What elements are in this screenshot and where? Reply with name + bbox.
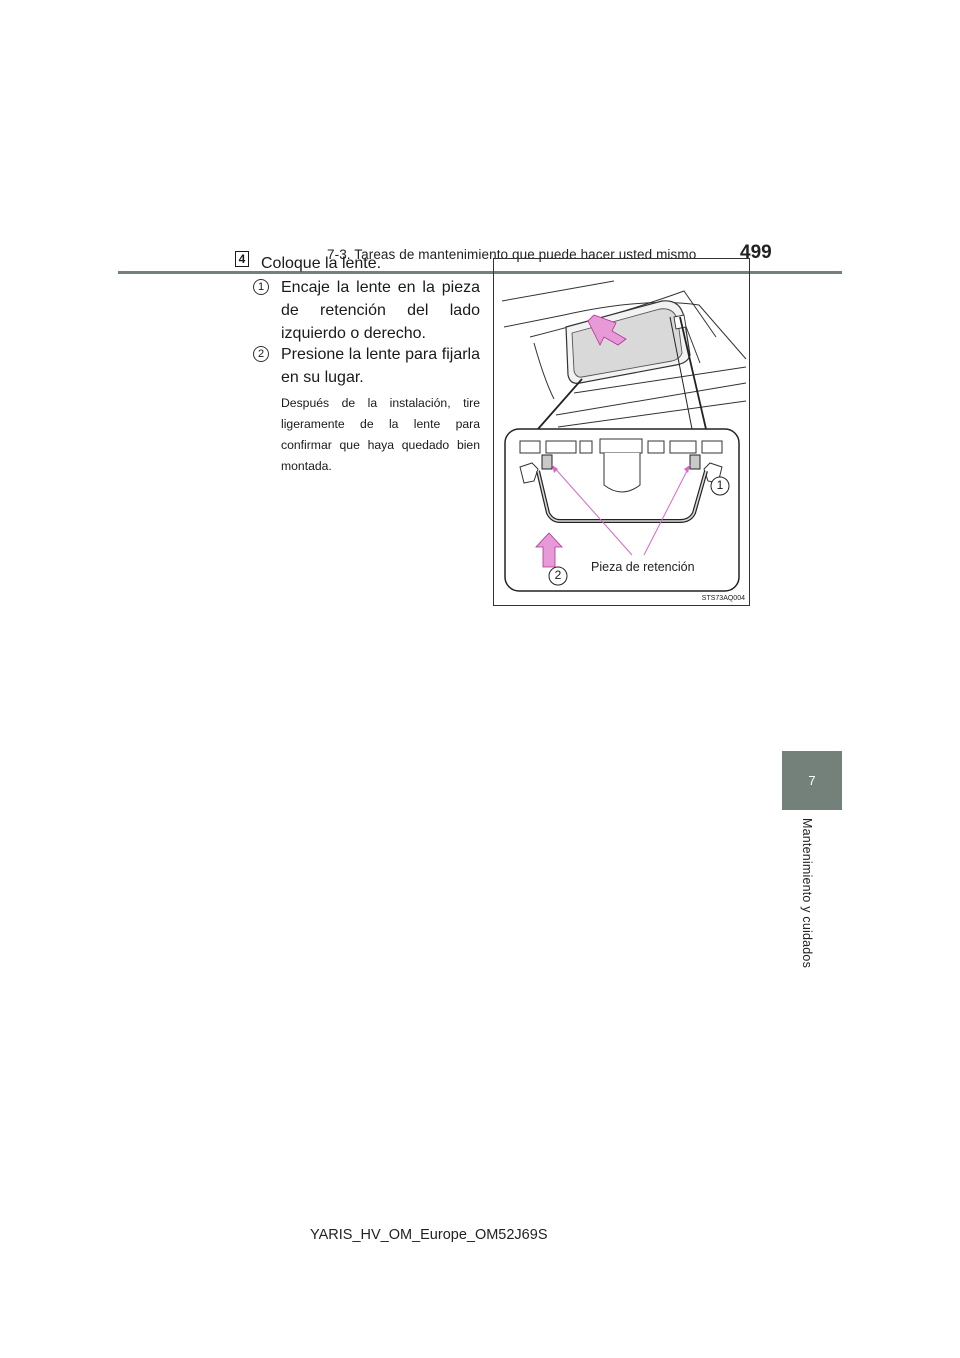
step-number: 4	[238, 252, 246, 266]
section-title: 7-3. Tareas de mantenimiento que puede hacer usted mismo	[327, 247, 697, 262]
substep-text-1: Encaje la lente en la pieza de retención del lado izquierdo o derecho.	[281, 279, 480, 342]
substep-number-1	[253, 279, 269, 295]
chapter-number: 7	[808, 773, 816, 788]
chapter-label: Mantenimiento y cuidados	[800, 818, 814, 969]
figure-marker-1: 1	[716, 478, 724, 492]
figure-code: STS73AQ004	[701, 595, 745, 602]
substep-number-1-text: 1	[257, 281, 265, 293]
substep-number-2	[253, 346, 269, 362]
page-number: 499	[740, 242, 772, 263]
lens-installation-figure	[493, 258, 750, 606]
step-title: Coloque la lente.	[261, 255, 382, 272]
retaining-piece-callout: Pieza de retención	[591, 560, 695, 574]
installation-note: Después de la instalación, tire ligeramente de la lente para confirmar que haya quedado bien montada.	[281, 396, 480, 473]
step-number-box	[235, 251, 249, 267]
chapter-tab[interactable]	[782, 751, 842, 810]
substep-number-2-text: 2	[257, 348, 265, 360]
document-code: YARIS_HV_OM_Europe_OM52J69S	[310, 1227, 548, 1243]
substep-text-2: Presione la lente para fijarla en su lugar.	[281, 346, 480, 386]
figure-marker-2: 2	[554, 568, 562, 582]
lens-illustration	[494, 259, 751, 607]
